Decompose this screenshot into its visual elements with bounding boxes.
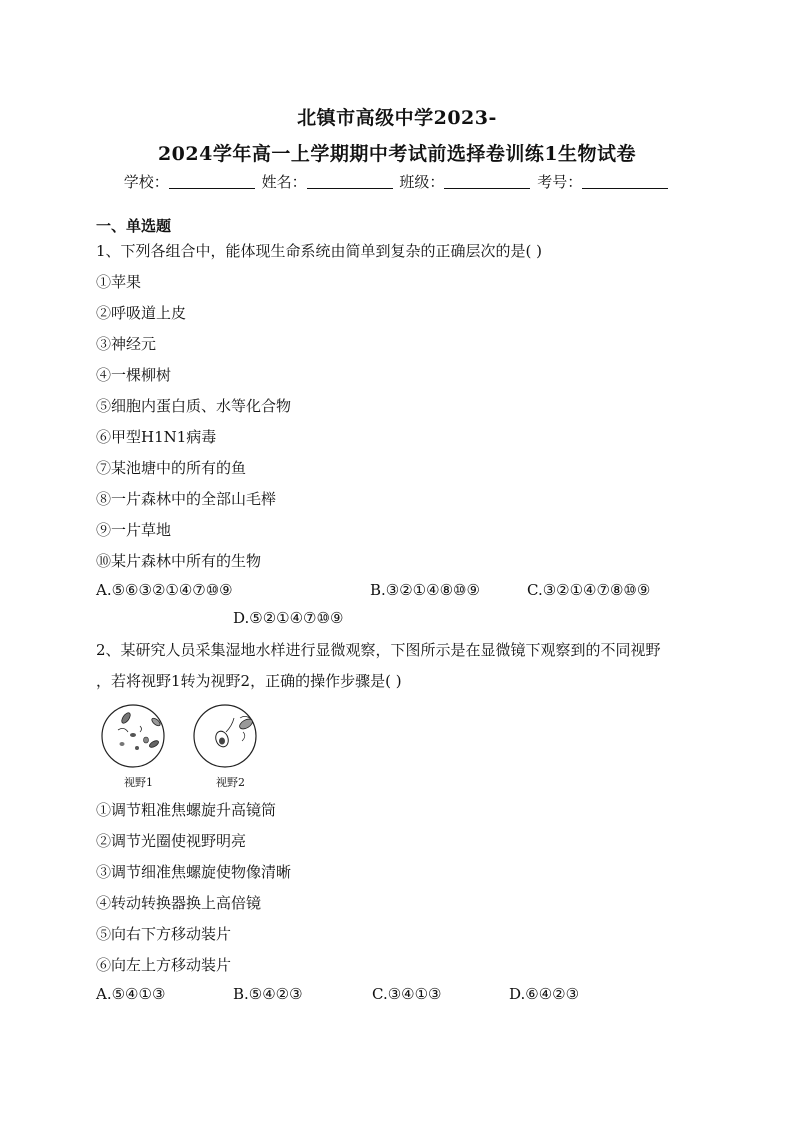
q1-option-a[interactable]: A.⑤⑥③②①④⑦⑩⑨ bbox=[96, 581, 233, 599]
q2-option-b[interactable]: B.⑤④②③ bbox=[233, 985, 303, 1003]
q1-item: ⑤细胞内蛋白质、水等化合物 bbox=[96, 397, 292, 415]
field-of-view-1-label: 视野1 bbox=[124, 776, 153, 789]
q2-item: ③调节细准焦螺旋使物像清晰 bbox=[96, 863, 292, 881]
name-label: 姓名： bbox=[261, 173, 307, 191]
name-blank[interactable] bbox=[307, 173, 393, 189]
q2-stem-line-2: ，若将视野1转为视野2，正确的操作步骤是( ) bbox=[96, 672, 402, 690]
q1-item: ⑨一片草地 bbox=[96, 521, 172, 539]
field-of-view-2-label: 视野2 bbox=[216, 776, 245, 789]
q2-stem-line-1: 2、某研究人员采集湿地水样进行显微观察，下图所示是在显微镜下观察到的不同视野 bbox=[96, 641, 661, 659]
q2-item: ②调节光圈使视野明亮 bbox=[96, 832, 247, 850]
student-info-fields bbox=[0, 171, 794, 192]
school-label: 学校： bbox=[123, 173, 169, 191]
q2-option-d[interactable]: D.⑥④②③ bbox=[509, 985, 580, 1003]
q1-option-d[interactable]: D.⑤②①④⑦⑩⑨ bbox=[233, 609, 344, 627]
exam-number-label: 考号： bbox=[537, 173, 583, 191]
class-blank[interactable] bbox=[444, 173, 530, 189]
q2-item: ④转动转换器换上高倍镜 bbox=[96, 894, 262, 912]
q1-item: ④一棵柳树 bbox=[96, 366, 172, 384]
exam-number-blank[interactable] bbox=[582, 173, 668, 189]
page-title-line-2: 2024学年高一上学期期中考试前选择卷训练1生物试卷 bbox=[157, 143, 637, 165]
q1-item: ⑩某片森林中所有的生物 bbox=[96, 552, 262, 570]
q2-item: ⑤向右下方移动装片 bbox=[96, 925, 232, 943]
q2-option-a[interactable]: A.⑤④①③ bbox=[96, 985, 166, 1003]
q1-item: ②呼吸道上皮 bbox=[96, 304, 187, 322]
microscope-fields-figure bbox=[100, 698, 270, 790]
q1-stem: 1、下列各组合中，能体现生命系统由简单到复杂的正确层次的是( ) bbox=[96, 242, 543, 260]
section-title: 一、单选题 bbox=[96, 217, 172, 235]
q1-option-b[interactable]: B.③②①④⑧⑩⑨ bbox=[370, 581, 480, 599]
q2-item: ⑥向左上方移动装片 bbox=[96, 956, 232, 974]
q1-item: ⑥甲型H1N1病毒 bbox=[96, 428, 217, 446]
q1-item: ⑦某池塘中的所有的鱼 bbox=[96, 459, 247, 477]
class-label: 班级： bbox=[399, 173, 445, 191]
q1-item: ⑧一片森林中的全部山毛榉 bbox=[96, 490, 277, 508]
q1-item: ①苹果 bbox=[96, 273, 142, 291]
q2-item: ①调节粗准焦螺旋升高镜筒 bbox=[96, 801, 277, 819]
q1-item: ③神经元 bbox=[96, 335, 157, 353]
q2-option-c[interactable]: C.③④①③ bbox=[372, 985, 442, 1003]
school-blank[interactable] bbox=[169, 173, 255, 189]
page-title-line-1: 北镇市高级中学2023- bbox=[297, 107, 497, 129]
q1-option-c[interactable]: C.③②①④⑦⑧⑩⑨ bbox=[527, 581, 651, 599]
